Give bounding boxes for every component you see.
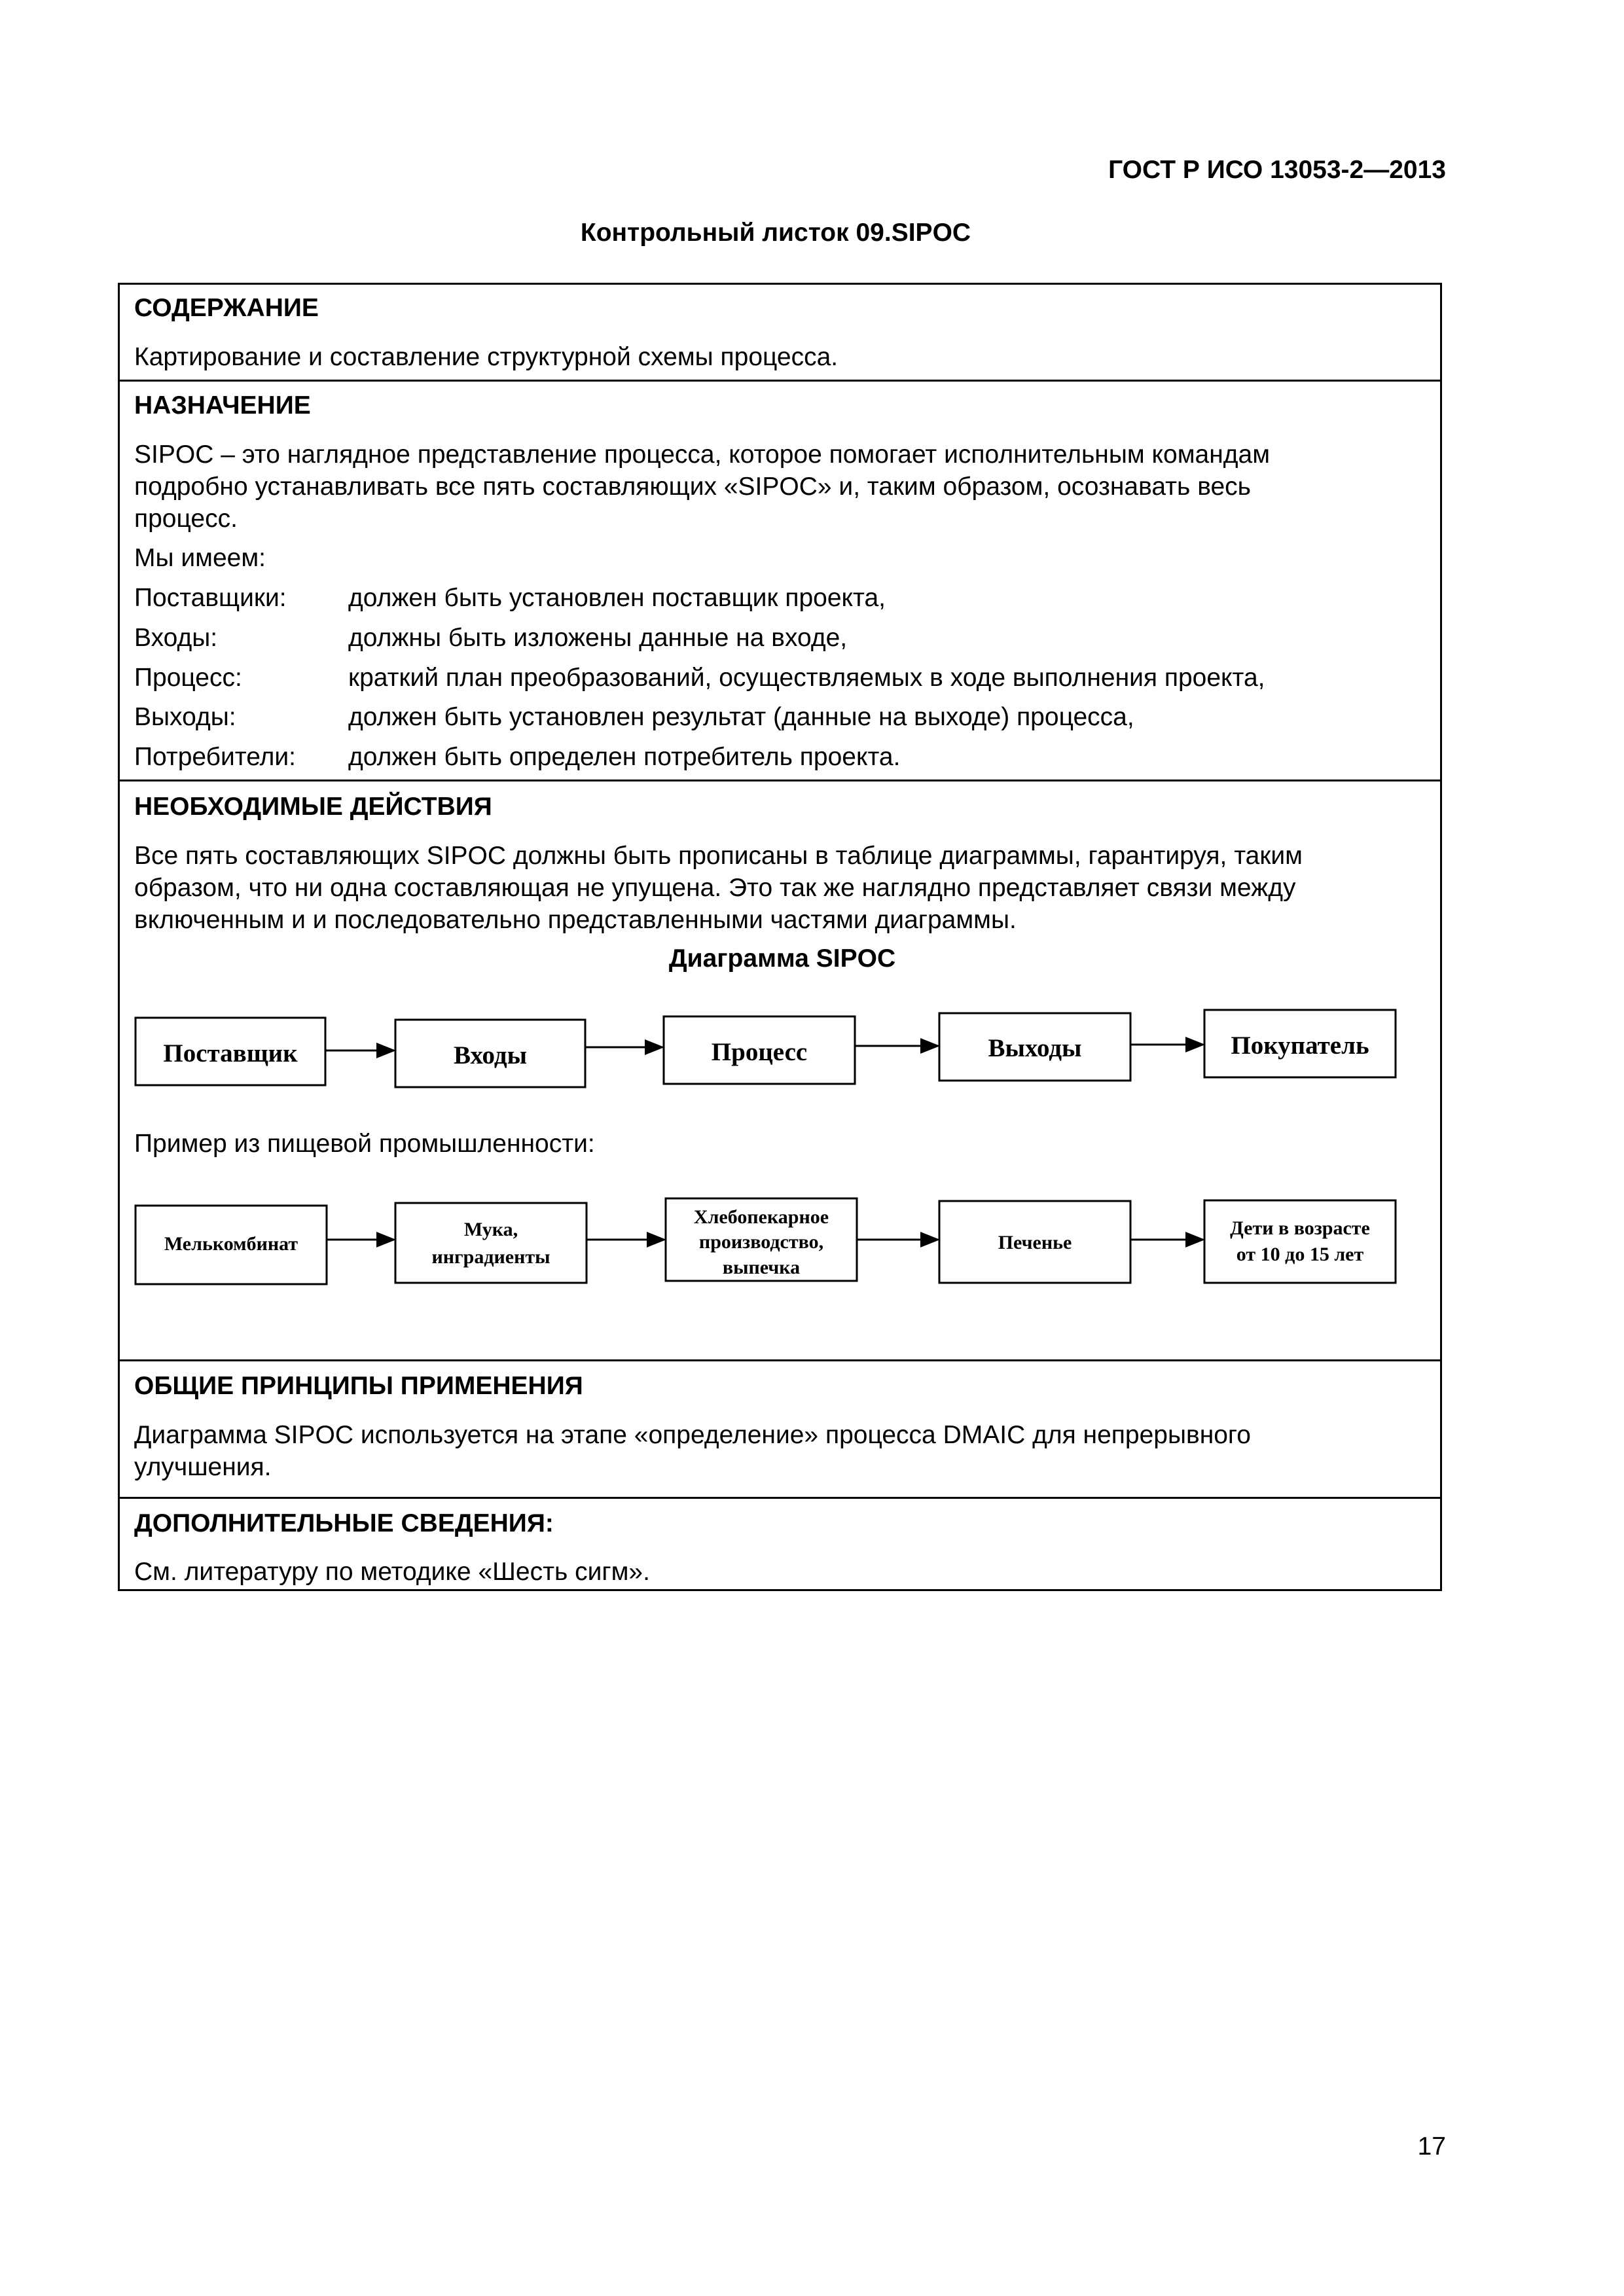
section-heading-additional: ДОПОЛНИТЕЛЬНЫЕ СВЕДЕНИЯ: (134, 1509, 554, 1537)
diagram-box-suppliers (135, 1018, 325, 1085)
item-label: Выходы: (134, 703, 236, 731)
page-number: 17 (1417, 2132, 1446, 2161)
example-box-label: Печенье (998, 1232, 1072, 1253)
paragraph-line: Все пять составляющих SIPOC должны быть прописаны в таблице диаграммы, гарантируя, таким (134, 842, 1303, 870)
diagram-box-label: Поставщик (163, 1039, 298, 1067)
example-box-flour (395, 1203, 586, 1283)
paragraph-line: включенным и и последовательно представленными частями диаграммы. (134, 906, 1017, 934)
paragraph-line: SIPOC – это наглядное представление процесса, которое помогает исполнительным командам (134, 440, 1271, 469)
row-divider (118, 1497, 1442, 1499)
document-title: Контрольный листок 09.SIPOC (580, 219, 971, 247)
paragraph-intro: Мы имеем: (134, 544, 266, 572)
example-box-label: Мука, (463, 1219, 518, 1240)
example-box-label: инградиенты (431, 1246, 550, 1268)
example-box-label: выпечка (722, 1257, 801, 1278)
example-box-label: Мелькомбинат (164, 1233, 298, 1255)
diagram-box-outputs (939, 1013, 1130, 1081)
document-code: ГОСТ Р ИСО 13053-2—2013 (1108, 156, 1446, 184)
diagram-box-label: Выходы (988, 1034, 1082, 1062)
example-box-children (1204, 1200, 1396, 1283)
diagram-box-label: Входы (453, 1041, 528, 1069)
example-label: Пример из пищевой промышленности: (134, 1130, 595, 1158)
item-value: краткий план преобразований, осуществляемых в ходе выполнения проекта, (348, 664, 1265, 692)
item-value: должен быть установлен результат (данные на выходе) процесса, (348, 703, 1134, 731)
item-label: Поставщики: (134, 584, 287, 612)
section-heading-actions: НЕОБХОДИМЫЕ ДЕЙСТВИЯ (134, 793, 492, 821)
paragraph-line: образом, что ни одна составляющая не упущена. Это так же наглядно представляет связи между (134, 874, 1296, 902)
item-value: должен быть установлен поставщик проекта, (348, 584, 886, 612)
paragraph-line: процесс. (134, 505, 238, 533)
item-value: должны быть изложены данные на входе, (348, 624, 848, 652)
paragraph-line: подробно устанавливать все пять составляющих «SIPOC» и, таким образом, осознавать весь (134, 473, 1251, 501)
example-box-cookies (939, 1201, 1130, 1283)
paragraph-line: Диаграмма SIPOC используется на этапе «определение» процесса DMAIC для непрерывного (134, 1421, 1251, 1449)
section-text-content: Картирование и составление структурной схемы процесса. (134, 343, 839, 371)
section-heading-purpose: НАЗНАЧЕНИЕ (134, 391, 311, 420)
example-box-label: Дети в возрасте (1230, 1217, 1370, 1239)
example-box-mill (135, 1206, 327, 1284)
paragraph-line: улучшения. (134, 1453, 272, 1481)
item-label: Потребители: (134, 743, 296, 771)
diagram-box-label: Покупатель (1231, 1031, 1369, 1060)
example-box-bakery (666, 1198, 857, 1281)
diagram-title: Диаграмма SIPOC (668, 944, 896, 973)
section-heading-content: СОДЕРЖАНИЕ (134, 294, 319, 322)
item-label: Процесс: (134, 664, 242, 692)
section-heading-principles: ОБЩИЕ ПРИНЦИПЫ ПРИМЕНЕНИЯ (134, 1372, 583, 1400)
diagram-box-inputs (395, 1020, 585, 1087)
item-label: Входы: (134, 624, 218, 652)
section-text-additional: См. литературу по методике «Шесть сигм». (134, 1558, 650, 1586)
diagram-box-customer (1204, 1010, 1396, 1077)
example-box-label: от 10 до 15 лет (1236, 1244, 1364, 1265)
diagram-box-process (664, 1016, 855, 1084)
row-divider (118, 1359, 1442, 1361)
diagram-box-label: Процесс (711, 1038, 808, 1066)
example-box-label: Хлебопекарное (693, 1206, 829, 1228)
item-value: должен быть определен потребитель проекта. (348, 743, 901, 771)
example-box-label: производство, (698, 1231, 824, 1253)
